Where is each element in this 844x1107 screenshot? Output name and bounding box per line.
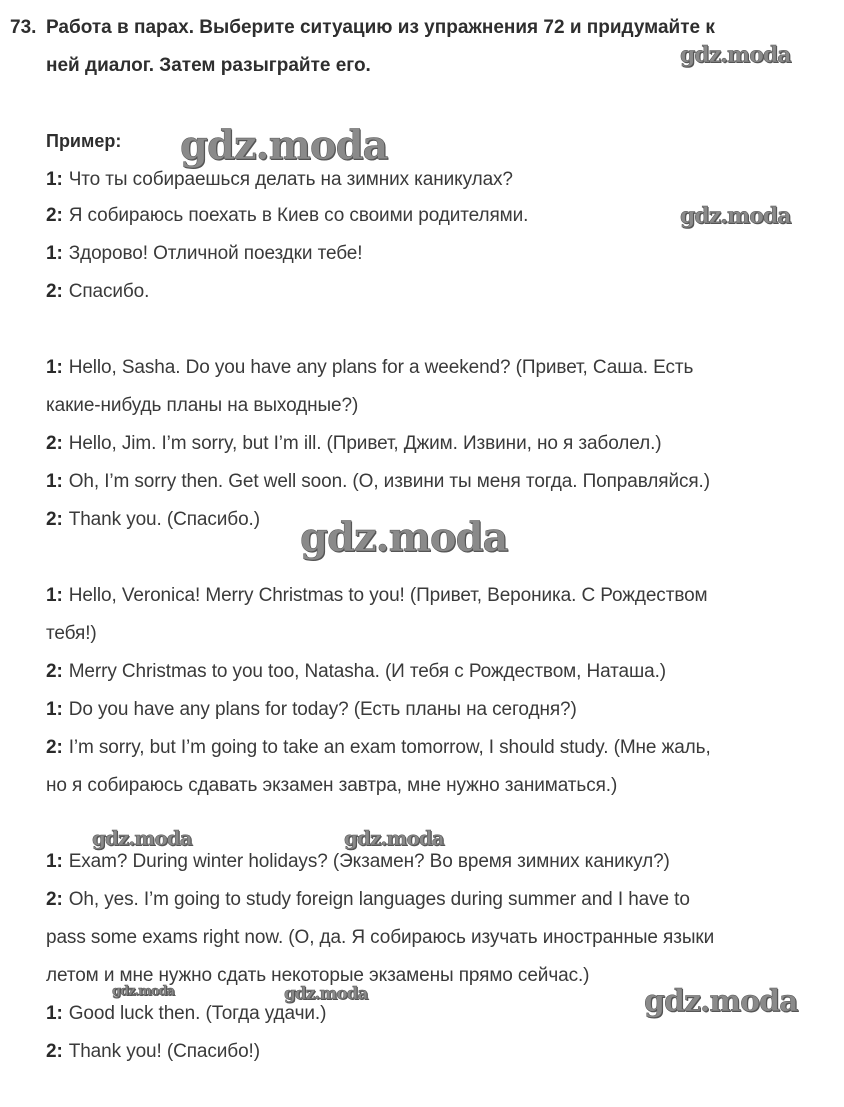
watermark-logo: gdz.moda: [112, 984, 175, 999]
line-text: pass some exams right now. (О, да. Я собираюсь изучать иностранные языки: [46, 927, 715, 948]
line-text: Do you have any plans for today? (Есть планы на сегодня?): [68, 699, 577, 720]
line-text: Exam? During winter holidays? (Экзамен? Во время зимних каникул?): [68, 851, 670, 872]
dialog-line: [46, 850, 670, 874]
speaker-label: 2:: [46, 889, 63, 910]
line-text: Hello, Veronica! Merry Christmas to you! (Привет, Вероника. С Рождеством: [68, 585, 708, 606]
speaker-label: 1:: [46, 169, 63, 190]
watermark-logo: gdz.moda: [284, 984, 368, 1004]
line-text: но я собираюсь сдавать экзамен завтра, мне нужно заниматься.): [46, 775, 618, 796]
dialog-line: [46, 470, 710, 494]
speaker-label: 1:: [46, 243, 63, 264]
line-text: I’m sorry, but I’m going to take an exam tomorrow, I should study. (Мне жаль,: [68, 737, 711, 758]
dialog-line: [46, 204, 528, 228]
exercise-title-line2: ней диалог. Затем разыграйте его.: [46, 55, 371, 76]
dialog-line: [46, 736, 711, 760]
line-text: какие-нибудь планы на выходные?): [46, 395, 359, 416]
line-text: Good luck then. (Тогда удачи.): [68, 1003, 327, 1024]
speaker-label: 1:: [46, 851, 63, 872]
line-text: Thank you. (Спасибо.): [68, 509, 260, 530]
dialog-line: [46, 660, 666, 684]
dialog-line: [46, 584, 708, 608]
line-text: летом и мне нужно сдать некоторые экзамены прямо сейчас.): [46, 965, 590, 986]
speaker-label: 2:: [46, 205, 63, 226]
dialog-line: [46, 356, 693, 380]
dialog-line: [46, 698, 577, 722]
line-text: Oh, yes. I’m going to study foreign languages during summer and I have to: [68, 889, 690, 910]
dialog-line: [46, 280, 149, 304]
speaker-label: 2:: [46, 1041, 63, 1062]
speaker-label: 1:: [46, 357, 63, 378]
dialog-line: [46, 622, 97, 646]
line-text: Merry Christmas to you too, Natasha. (И тебя с Рождеством, Наташа.): [68, 661, 667, 682]
line-text: тебя!): [46, 623, 97, 644]
watermark-logo: gdz.moda: [680, 203, 791, 229]
dialog-line: [46, 1002, 326, 1026]
line-text: Здорово! Отличной поездки тебе!: [68, 243, 363, 264]
speaker-label: 1:: [46, 699, 63, 720]
dialog-line: [46, 1040, 260, 1064]
exercise-title-line1: Работа в парах. Выберите ситуацию из упражнения 72 и придумайте к: [46, 17, 715, 38]
speaker-label: 1:: [46, 471, 63, 492]
dialog-line: [46, 394, 358, 418]
speaker-label: 2:: [46, 661, 63, 682]
line-text: Hello, Sasha. Do you have any plans for a weekend? (Привет, Саша. Есть: [68, 357, 694, 378]
dialog-line: [46, 168, 513, 192]
dialog-line: [46, 926, 714, 950]
dialog-line: [46, 242, 362, 266]
speaker-label: 1:: [46, 1003, 63, 1024]
watermark-logo: gdz.moda: [680, 42, 791, 68]
dialog-line: [46, 774, 617, 798]
example-label: Пример:: [46, 131, 122, 151]
dialog-line: [46, 888, 690, 912]
line-text: Спасибо.: [68, 281, 150, 302]
watermark-logo: gdz.moda: [92, 826, 192, 850]
watermark-logo: gdz.moda: [644, 984, 798, 1019]
watermark-logo: gdz.moda: [300, 514, 508, 561]
line-text: Hello, Jim. I’m sorry, but I’m ill. (Привет, Джим. Извини, но я заболел.): [68, 433, 662, 454]
line-text: Thank you! (Спасибо!): [68, 1041, 260, 1062]
dialog-line: [46, 432, 661, 456]
line-text: Я собираюсь поехать в Киев со своими родителями.: [68, 205, 529, 226]
watermark-logo: gdz.moda: [180, 122, 388, 169]
speaker-label: 1:: [46, 585, 63, 606]
speaker-label: 2:: [46, 737, 63, 758]
line-text: Oh, I’m sorry then. Get well soon. (О, извини ты меня тогда. Поправляйся.): [68, 471, 710, 492]
speaker-label: 2:: [46, 281, 63, 302]
dialog-line: [46, 508, 260, 532]
line-text: Что ты собираешься делать на зимних каникулах?: [68, 169, 513, 190]
watermark-logo: gdz.moda: [344, 826, 444, 850]
exercise-number: 73.: [10, 17, 37, 38]
speaker-label: 2:: [46, 509, 63, 530]
speaker-label: 2:: [46, 433, 63, 454]
